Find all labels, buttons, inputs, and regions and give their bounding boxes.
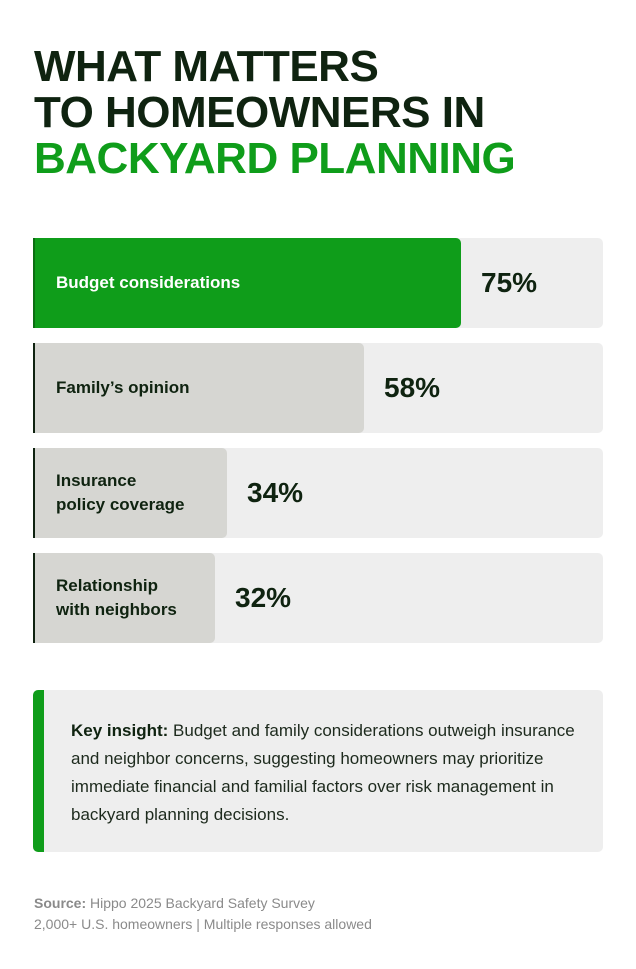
bar-category-label: Insurance policy coverage: [56, 471, 185, 514]
bar-row: [33, 238, 603, 328]
bar-value-label: 32%: [235, 582, 292, 613]
bar-chart: [33, 238, 603, 658]
key-insight-box: [33, 690, 603, 852]
source-label: Source:: [34, 895, 87, 911]
bar-category-label: Family’s opinion: [56, 378, 190, 397]
bar-value-label: 75%: [481, 267, 538, 298]
title-line-1: WHAT MATTERS: [34, 42, 379, 91]
bar-row: [33, 448, 603, 538]
bar-category-label: Budget considerations: [56, 273, 241, 292]
key-insight-label: Key insight:: [71, 721, 169, 740]
bar-value-label: 58%: [384, 372, 441, 403]
source-note: [34, 893, 372, 935]
bar-value-label: 34%: [247, 477, 304, 508]
page-title: [34, 44, 515, 182]
source-text: Hippo 2025 Backyard Safety Survey: [86, 895, 315, 911]
bar-category-label: Relationship with neighbors: [56, 576, 177, 619]
source-sample-note: 2,000+ U.S. homeowners | Multiple responses allowed: [34, 916, 372, 932]
bar-row: [33, 343, 603, 433]
key-insight-text: Budget and family considerations outweigh insurance and neighbor concerns, suggesting homeowners may prioritize immediate financial and familial factors over risk management in backyard planning decisions.: [71, 721, 575, 824]
title-line-3: BACKYARD PLANNING: [34, 134, 516, 183]
bar-row: [33, 553, 603, 643]
title-line-2: TO HOMEOWNERS IN: [34, 88, 485, 137]
